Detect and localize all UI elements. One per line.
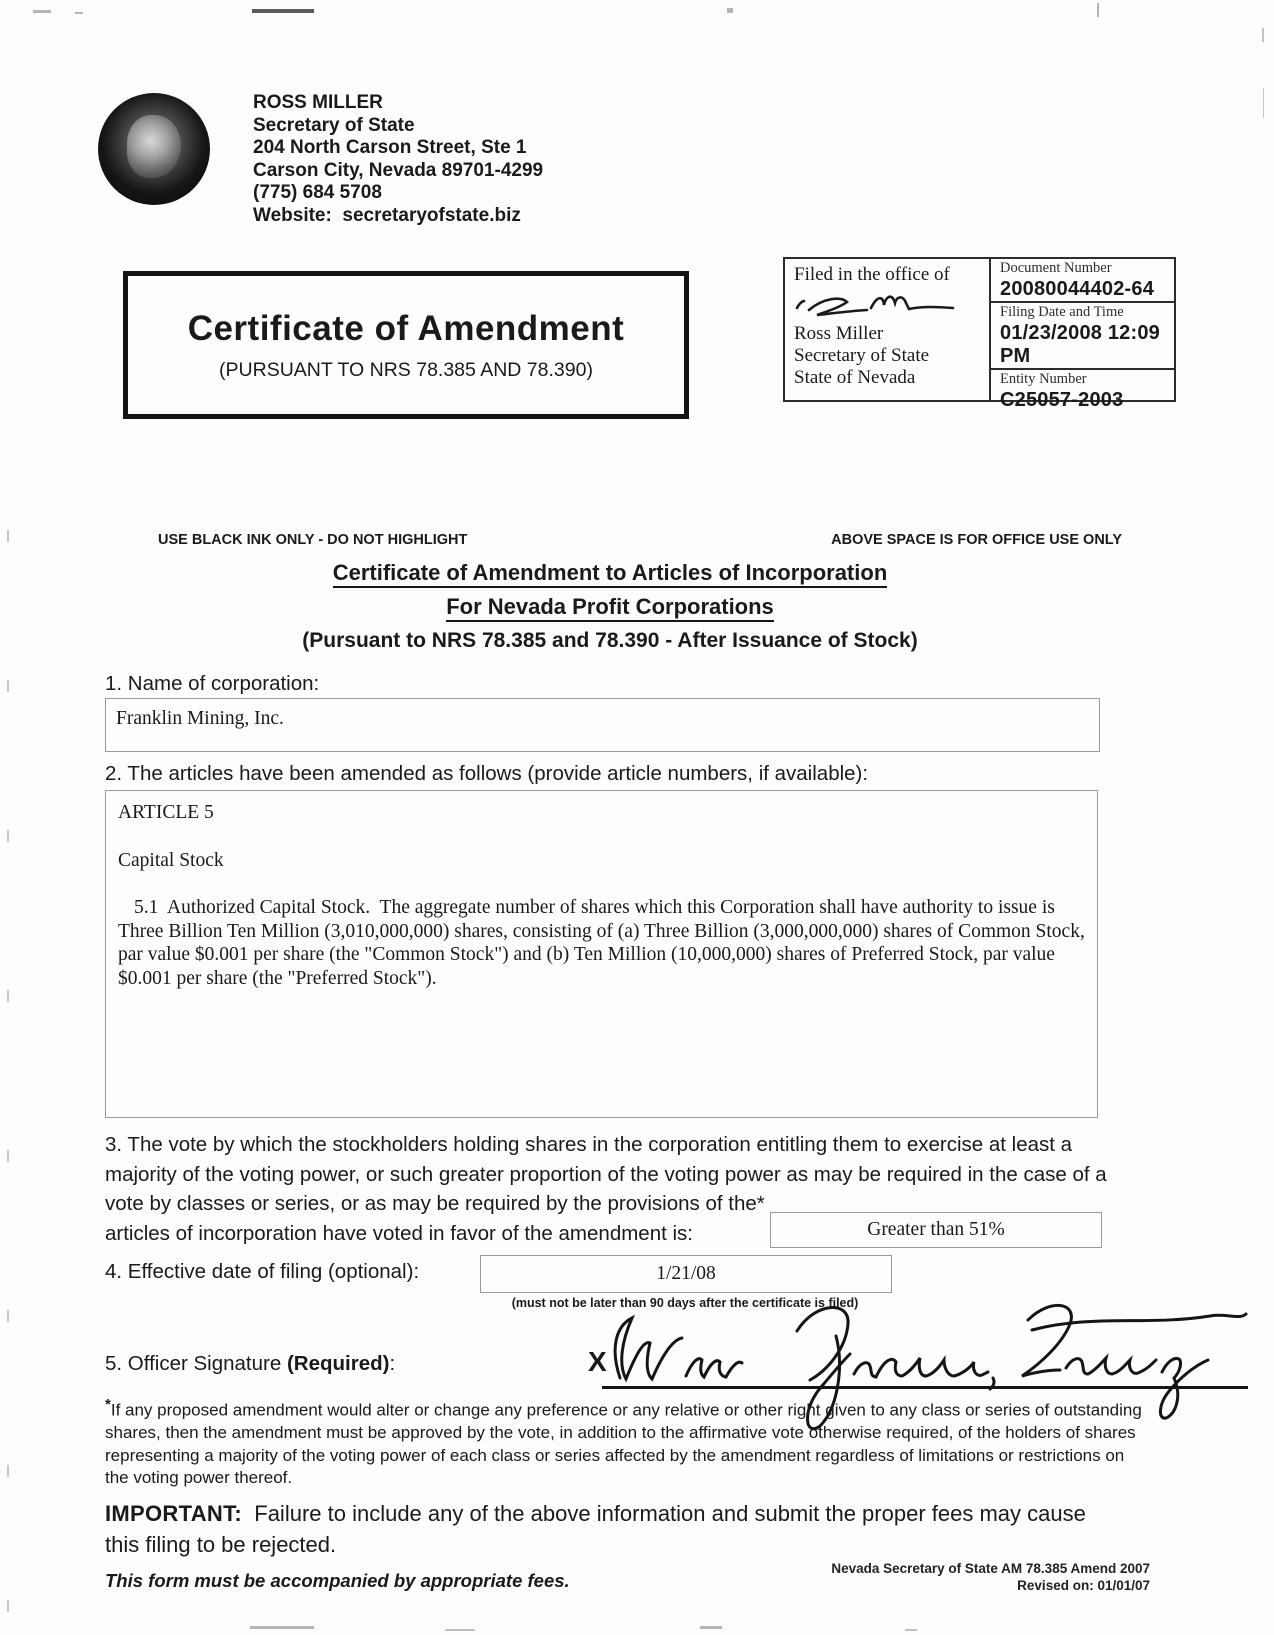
section5-label-prefix: 5. Officer Signature	[105, 1352, 287, 1375]
filing-date-value: 01/23/2008 12:09 PM	[1000, 322, 1161, 367]
scan-artifact	[7, 530, 9, 542]
filing-officer-block	[794, 323, 929, 389]
filing-officer-title: Secretary of State	[794, 345, 930, 366]
effective-date-note: (must not be later than 90 days after the certificate is filed)	[511, 1296, 859, 1310]
scan-artifact	[7, 680, 9, 692]
filing-stamp-left	[785, 259, 991, 400]
form-id: Nevada Secretary of State AM 78.385 Amend 2007	[831, 1561, 1150, 1576]
scan-artifact	[7, 1310, 9, 1322]
document-subtitle: (PURSUANT TO NRS 78.385 AND 78.390)	[219, 358, 593, 381]
office-use-instruction: ABOVE SPACE IS FOR OFFICE USE ONLY	[831, 532, 1122, 548]
filing-officer-name: Ross Miller	[794, 323, 884, 344]
filed-in-office-text: Filed in the office of	[794, 264, 950, 285]
document-number-value: 20080044402-64	[1000, 278, 1155, 300]
section5-label	[105, 1352, 395, 1376]
amendment-article-subheading: Capital Stock	[118, 849, 224, 871]
scan-artifact	[727, 8, 733, 13]
filing-officer-org: State of Nevada	[794, 367, 916, 388]
important-label: IMPORTANT:	[105, 1501, 243, 1526]
form-heading	[105, 560, 1115, 653]
section5-label-required: (Required)	[286, 1352, 390, 1375]
form-heading-line3: (Pursuant to NRS 78.385 and 78.390 - After Issuance of Stock)	[302, 629, 918, 652]
document-title-box	[123, 271, 689, 419]
scan-artifact	[1097, 3, 1099, 17]
ink-instruction: USE BLACK INK ONLY - DO NOT HIGHLIGHT	[158, 532, 468, 548]
important-notice	[105, 1498, 1105, 1560]
corporation-name-field	[105, 698, 1100, 752]
corporation-name-value: Franklin Mining, Inc.	[116, 708, 284, 729]
scan-artifact	[7, 830, 9, 842]
filing-date-label: Filing Date and Time	[1000, 304, 1124, 320]
phone-number: (775) 684 5708	[253, 182, 382, 203]
entity-number-value: C25057-2003	[1000, 389, 1124, 411]
signature-x-mark: X	[588, 1346, 607, 1377]
section2-label: 2. The articles have been amended as follows (provide article numbers, if available):	[105, 762, 869, 785]
form-heading-line1: Certificate of Amendment to Articles of Incorporation	[333, 560, 888, 588]
entity-number-row	[991, 368, 1174, 412]
address-line-1: 204 North Carson Street, Ste 1	[253, 137, 527, 158]
scan-artifact	[445, 1629, 475, 1631]
section3-label-part1: 3. The vote by which the stockholders holding shares in the corporation entitling them to exercise at least a majority of the voting power, or such greater proportion of the voting power as may be required in the case of a vote by classes or series, or as may be required by the provisions of the*	[105, 1133, 1107, 1215]
scan-artifact	[7, 990, 9, 1002]
form-heading-line2: For Nevada Profit Corporations	[446, 594, 774, 622]
document-title: Certificate of Amendment	[187, 308, 625, 348]
signature-line	[602, 1386, 1248, 1389]
entity-number-label: Entity Number	[1000, 371, 1087, 387]
form-revision-date: Revised on: 01/01/07	[1017, 1578, 1150, 1593]
scan-artifact	[252, 9, 314, 13]
ross-miller-signature	[789, 286, 961, 324]
filing-date-row	[991, 301, 1174, 368]
scan-artifact	[250, 1626, 314, 1629]
amendment-text-field	[105, 790, 1098, 1118]
footnote-text: If any proposed amendment would alter or change any preference or any relative or other right given to any class or series of outstanding shares, then the amendment must be approved by the vote, in addition to the affirmative vote otherwise required, of the holders of shares representing a majority of the voting power of each class or series affected by the amendment regardless of limitations or restrictions on the voting power thereof.	[105, 1400, 1142, 1488]
filing-stamp-right	[991, 259, 1174, 411]
section4-label: 4. Effective date of filing (optional):	[105, 1260, 420, 1283]
scan-artifact	[7, 1600, 9, 1612]
scan-artifact	[1263, 88, 1264, 118]
filing-stamp-box	[783, 257, 1176, 411]
section1-label: 1. Name of corporation:	[105, 672, 320, 695]
footnote-marker: *	[105, 1396, 111, 1413]
amendment-article-heading: ARTICLE 5	[118, 802, 214, 823]
document-number-label: Document Number	[1000, 260, 1112, 276]
section3-label-part2: articles of incorporation have voted in favor of the amendment is:	[105, 1222, 693, 1245]
section5-label-suffix: :	[389, 1352, 396, 1375]
fees-note: This form must be accompanied by appropriate fees.	[105, 1570, 570, 1591]
website: Website: secretaryofstate.biz	[253, 204, 521, 226]
letterhead	[253, 92, 543, 227]
scan-artifact	[905, 1629, 917, 1631]
scan-artifact	[75, 12, 83, 14]
scan-artifact	[1262, 28, 1264, 42]
secretary-title: Secretary of State	[253, 114, 415, 136]
nevada-state-seal-icon	[98, 93, 210, 205]
scan-artifact	[33, 10, 51, 13]
document-number-row	[991, 259, 1174, 301]
vote-percentage-field: Greater than 51%	[770, 1212, 1102, 1248]
form-revision-block	[745, 1560, 1150, 1594]
amendment-paragraph: 5.1 Authorized Capital Stock. The aggregate number of shares which this Corporation shall have authority to issue is Three Billion Ten Million (3,010,000,000) shares, consisting of (a) Three Billion (3,000,000,000) shares of Common Stock, par value $0.001 per share (the "Common Stock") and (b) Ten Million (10,000,000) shares of Preferred Stock, par value $0.001 per share (the "Preferred Stock").	[118, 897, 1090, 989]
secretary-name: ROSS MILLER	[253, 92, 383, 113]
address-line-2: Carson City, Nevada 89701-4299	[253, 159, 544, 181]
footnote	[105, 1394, 1143, 1490]
scan-artifact	[700, 1626, 722, 1629]
effective-date-field: 1/21/08	[480, 1255, 892, 1293]
scan-artifact	[7, 1465, 9, 1477]
scan-artifact	[7, 1150, 9, 1162]
important-text: Failure to include any of the above information and submit the proper fees may cause this filing to be rejected.	[105, 1501, 1092, 1557]
